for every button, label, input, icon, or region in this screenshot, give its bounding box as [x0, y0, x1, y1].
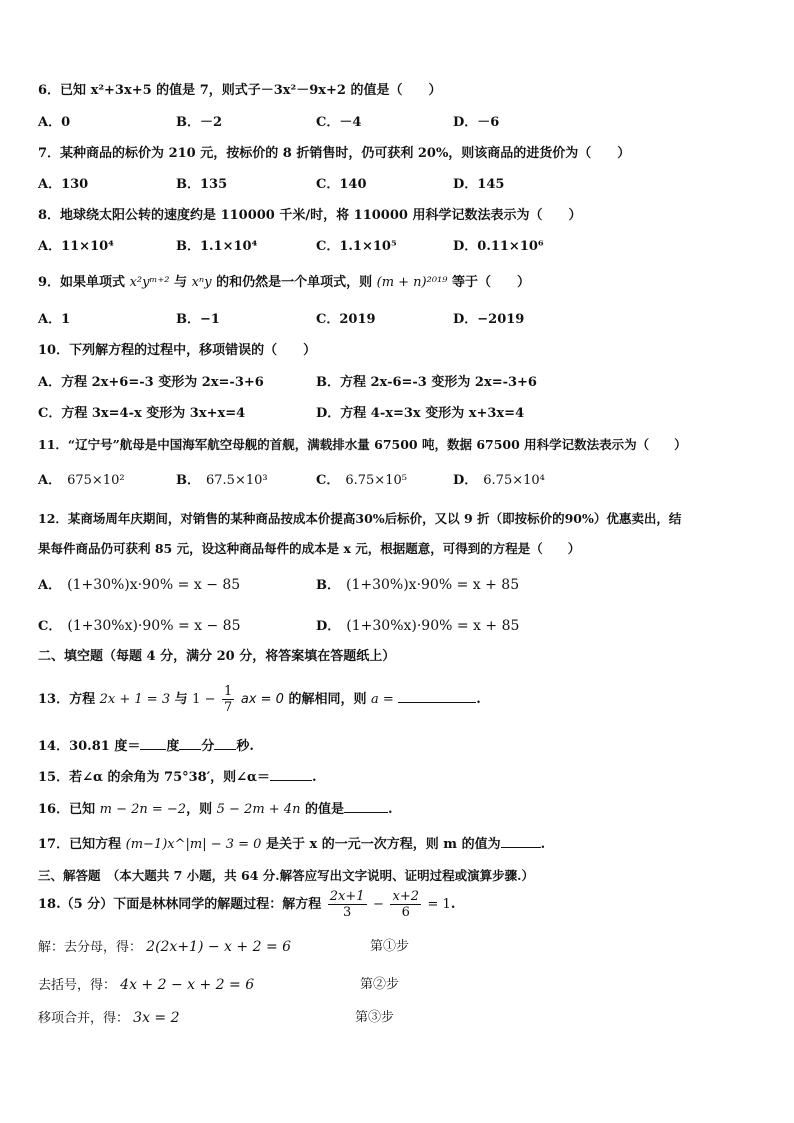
q16-expression: 5 − 2m + 4n	[216, 802, 301, 817]
q18-fraction-2-numerator: x+2	[392, 889, 419, 904]
q7-option-d: D．145	[453, 177, 505, 192]
q11-option-c	[316, 472, 407, 490]
q15-pre: 15．若∠α 的余角为 75°38′，则∠α＝	[38, 770, 271, 785]
q10-option-a: A．方程 2x+6=-3 变形为 2x=-3+6	[38, 375, 264, 390]
q6-stem: 6．已知 x²+3x+5 的值是 7，则式子－3x²－9x+2 的值是（ ）	[38, 83, 442, 98]
q11-option-b-value: 67.5×10³	[206, 473, 268, 488]
q11-option-c-value: 6.75×10⁵	[345, 473, 407, 488]
q17-answer-blank	[501, 835, 541, 848]
q10-option-b: B．方程 2x-6=-3 变形为 2x=-3+6	[316, 375, 537, 390]
step-2	[38, 976, 254, 995]
q12-option-a	[38, 576, 240, 595]
q16	[38, 800, 393, 819]
q11-stem: 11．“辽宁号”航母是中国海军航空母舰的首舰，满载排水量 67500 吨，数据 67500 用科学记数法表示为（ ）	[38, 437, 687, 452]
q11-option-d-value: 6.75×10⁴	[483, 473, 545, 488]
q8-option-d: D．0.11×10⁶	[453, 239, 544, 254]
step-3	[38, 1009, 180, 1028]
q12-option-d	[316, 617, 519, 636]
q12-option-a-equation: (1+30%)x·90% = x − 85	[67, 577, 241, 593]
q7-stem: 7．某种商品的标价为 210 元，按标价的 8 折销售时，仍可获利 20%，则该商品的进货价为（ ）	[38, 146, 631, 161]
q6-option-d: D．－6	[453, 115, 500, 130]
q12-option-c-label: C．	[38, 619, 62, 634]
q18-fraction-1-denominator: 3	[342, 905, 352, 920]
q14-second-blank	[214, 737, 236, 750]
step-1-marker: 第①步	[370, 939, 410, 954]
q14-degree-blank	[140, 737, 166, 750]
q7-option-c: C．140	[316, 177, 367, 192]
q6-option-b: B．－2	[176, 115, 223, 130]
q6-option-c: C．－4	[316, 115, 362, 130]
section-2-heading: 二、填空题（每题 4 分，满分 20 分，将答案填在答题纸上）	[38, 649, 396, 664]
q14-unit-degree: 度	[166, 739, 180, 754]
q13-answer-blank	[398, 690, 476, 703]
q14	[38, 737, 254, 756]
step-2-label: 去括号，得：	[38, 978, 117, 993]
q11-option-a-label: A．	[38, 473, 62, 488]
q16-answer-blank	[344, 800, 388, 813]
q12-option-b-equation: (1+30%)x·90% = x + 85	[346, 577, 520, 593]
q9-option-b: B．−1	[176, 312, 220, 327]
q18-end: .	[450, 897, 456, 912]
q15	[38, 768, 317, 787]
q15-end: .	[312, 770, 317, 785]
step-1-equation: 2(2x+1) − x + 2 = 6	[146, 939, 292, 955]
q13-end: .	[476, 692, 481, 707]
q7-option-b: B．135	[176, 177, 228, 192]
q9-stem-mid: 与	[174, 275, 188, 290]
q9-stem	[38, 274, 530, 292]
q18-stem	[38, 887, 455, 923]
q9-stem-pre: 9．如果单项式	[38, 275, 126, 290]
step-1	[38, 938, 291, 957]
q12-option-a-label: A．	[38, 578, 62, 593]
q16-pre: 16．已知	[38, 802, 96, 817]
q16-equation: m − 2n = −2	[99, 802, 187, 817]
q12-option-c-equation: (1+30%x)·90% = x − 85	[67, 618, 241, 634]
q13	[38, 683, 481, 717]
q13-variable: a =	[370, 692, 394, 707]
q11-option-c-label: C．	[316, 473, 340, 488]
q12-option-c	[38, 617, 240, 636]
q16-post: 的值是	[304, 802, 344, 817]
q14-pre: 14．30.81 度＝	[38, 739, 141, 754]
q11-option-a	[38, 472, 125, 490]
q8-option-c: C．1.1×10⁵	[316, 239, 397, 254]
step-3-equation: 3x = 2	[133, 1010, 180, 1026]
q18-fraction-2-denominator: 6	[401, 905, 410, 920]
step-2-equation: 4x + 2 − x + 2 = 6	[120, 977, 255, 993]
q13-one-minus: 1 −	[192, 692, 216, 707]
q14-unit-second: 秒.	[236, 739, 254, 754]
q17-end: .	[540, 837, 546, 852]
q12-line-1: 12．某商场周年庆期间，对销售的某种商品按成本价提高30%后标价，又以 9 折（即按标价的90%）优惠卖出，结	[38, 511, 682, 526]
q8-option-a: A．11×10⁴	[38, 239, 114, 254]
q13-fraction-denominator: 7	[224, 700, 233, 715]
q11-option-b	[176, 472, 268, 490]
q18-fraction-2	[390, 889, 421, 920]
q17-equation: (m−1)x^|m| − 3 = 0	[125, 837, 262, 852]
q10-option-c: C．方程 3x=4-x 变形为 3x+x=4	[38, 406, 246, 421]
q11-option-a-value: 675×10²	[67, 473, 125, 488]
q7-option-a: A．130	[38, 177, 89, 192]
q8-stem: 8．地球绕太阳公转的速度约是 110000 千米/时，将 110000 用科学记数法表示为（ ）	[38, 208, 582, 223]
q9-option-a: A．1	[38, 312, 71, 327]
q14-minute-blank	[179, 737, 201, 750]
q11-option-d-label: D．	[453, 473, 478, 488]
section-3-heading: 三、解答题 （本大题共 7 小题，共 64 分.解答应写出文字说明、证明过程或演算步骤.）	[38, 868, 534, 883]
q13-pre: 13．方程	[38, 692, 96, 707]
q13-mid: 与	[174, 692, 188, 707]
q18-pre: 18.（5 分）下面是林林同学的解题过程：解方程	[38, 897, 322, 912]
q13-fraction-numerator: 1	[224, 684, 233, 699]
q13-fraction	[222, 684, 234, 715]
q13-post: 的解相同，则	[288, 692, 367, 707]
q12-option-d-equation: (1+30%x)·90% = x + 85	[346, 618, 520, 634]
q12-option-b-label: B．	[316, 578, 340, 593]
q17-post: 是关于 x 的一元一次方程，则 m 的值为	[265, 837, 501, 852]
q9-monomial-1: x²yᵐ⁺²	[129, 275, 170, 290]
q12-line-2: 果每件商品仍可获利 85 元，设这种商品每件的成本是 x 元，根据题意，可得到的方程是（ ）	[38, 541, 581, 556]
q8-option-b: B．1.1×10⁴	[176, 239, 258, 254]
step-3-marker: 第③步	[355, 1010, 395, 1025]
q13-equation-1: 2x + 1 = 3	[99, 692, 171, 707]
q15-answer-blank	[270, 768, 312, 781]
q18-minus: −	[373, 897, 384, 912]
q16-mid: ，则	[186, 802, 213, 817]
q18-fraction-1	[328, 889, 367, 920]
q9-monomial-2: xⁿy	[191, 275, 212, 290]
q9-stem-end: 等于（ ）	[452, 275, 531, 290]
q12-option-b	[316, 576, 519, 595]
step-1-label: 解：去分母，得：	[38, 940, 143, 955]
q16-end: .	[388, 802, 393, 817]
q9-expression: (m + n)²⁰¹⁹	[376, 275, 448, 290]
q11-option-b-label: B．	[176, 473, 200, 488]
q18-rhs: = 1	[427, 897, 451, 912]
q10-stem: 10．下列解方程的过程中，移项错误的（ ）	[38, 343, 317, 358]
step-3-label: 移项合并，得：	[38, 1011, 130, 1026]
step-2-marker: 第②步	[360, 977, 400, 992]
q10-option-d: D．方程 4-x=3x 变形为 x+3x=4	[316, 406, 525, 421]
q9-option-c: C．2019	[316, 312, 376, 327]
q6-option-a: A．0	[38, 115, 71, 130]
q13-tail: ax = 0	[240, 692, 284, 707]
q11-option-d	[453, 472, 545, 490]
q18-fraction-1-numerator: 2x+1	[329, 889, 365, 904]
q14-unit-minute: 分	[201, 739, 215, 754]
q9-option-d: D．−2019	[453, 312, 525, 327]
q9-stem-post: 的和仍然是一个单项式，则	[216, 275, 373, 290]
q17	[38, 835, 545, 854]
q17-pre: 17．已知方程	[38, 837, 122, 852]
q12-option-d-label: D．	[316, 619, 341, 634]
